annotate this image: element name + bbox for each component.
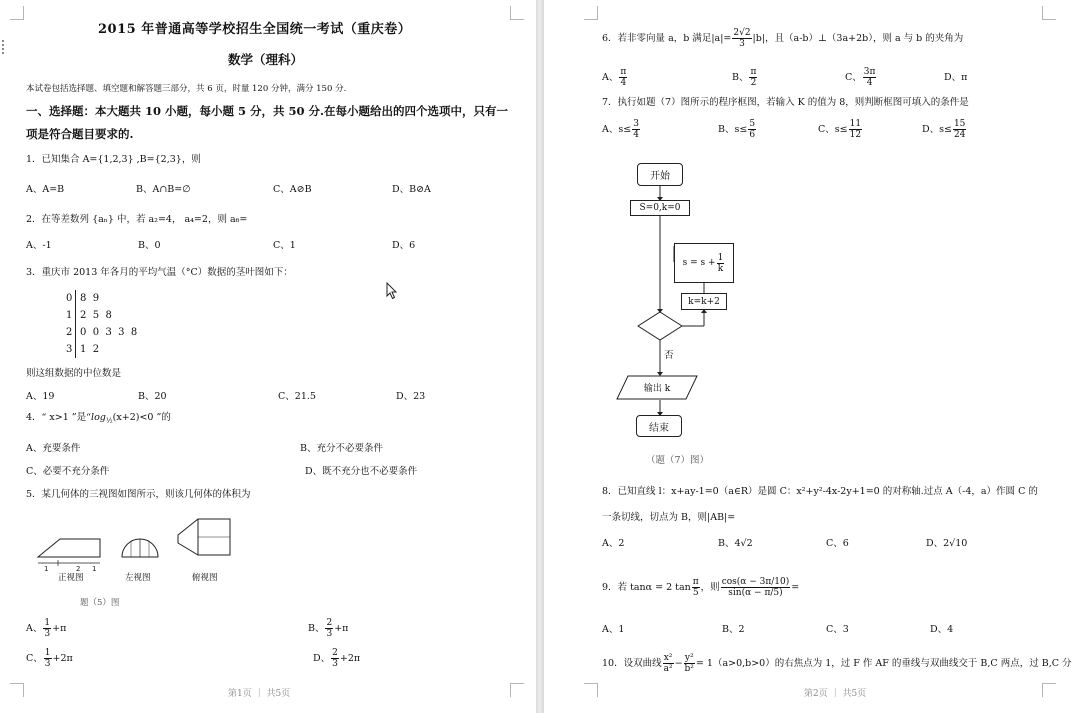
crop-mark xyxy=(510,683,524,697)
minus-sign: − xyxy=(674,658,683,669)
question-2-option-a: A、-1 xyxy=(26,240,52,251)
question-4-option-c: C、必要不充分条件 xyxy=(26,466,110,477)
option-label: C、 xyxy=(845,72,862,83)
fraction xyxy=(953,119,966,140)
question-5-option-d xyxy=(313,646,360,672)
denominator: 4 xyxy=(866,78,873,88)
denominator: 3 xyxy=(332,659,338,669)
stem-value: 3 xyxy=(66,344,73,355)
three-view-diagram xyxy=(30,515,260,575)
fraction xyxy=(732,28,751,49)
question-2-option-b: B、0 xyxy=(138,240,161,251)
denominator: b² xyxy=(684,664,694,674)
fraction xyxy=(632,119,640,140)
stem-value: 0 xyxy=(66,293,73,304)
question-3-stem: 3．重庆市 2013 年各月的平均气温（°C）数据的茎叶图如下： xyxy=(26,267,293,278)
denominator: 12 xyxy=(849,130,862,140)
question-8-line-2: 一条切线，切点为 B，则|AB|= xyxy=(602,512,736,523)
option-label: A、 xyxy=(26,623,43,634)
question-1-option-c: C、A⊘B xyxy=(273,184,312,195)
question-6-stem-post: |b|，且（a-b）⊥（3a+2b），则 a 与 b 的夹角为 xyxy=(752,33,964,44)
option-label: C、s≤ xyxy=(818,124,848,135)
log-symbol: log xyxy=(91,412,106,423)
dimension-label: 1 xyxy=(92,565,97,573)
crop-mark xyxy=(584,683,598,697)
stem-value: 2 xyxy=(66,327,73,338)
question-9-stem-pre: 9．若 tanα = 2 tan xyxy=(602,582,691,593)
fraction xyxy=(663,653,674,674)
exam-intro: 本试卷包括选择题、填空题和解答题三部分，共 6 页，时量 120 分钟，满分 150 分. xyxy=(26,84,347,94)
option-label: D、s≤ xyxy=(922,124,952,135)
question-4-option-d: D、既不充分也不必要条件 xyxy=(305,466,418,477)
flowchart-connectors xyxy=(600,150,760,450)
ruler-marker xyxy=(2,40,5,54)
question-9-option-d: D、4 xyxy=(930,624,954,635)
numerator: 11 xyxy=(849,119,862,129)
question-7-option-b xyxy=(718,116,757,144)
crop-mark xyxy=(1042,6,1056,20)
question-1-stem: 1．已知集合 A={1,2,3} ,B={2,3}，则 xyxy=(26,154,201,165)
ratio-fraction xyxy=(721,577,791,598)
figure-5-caption: 题（5）图 xyxy=(80,598,120,608)
option-tail: +π xyxy=(334,623,349,634)
question-10-pre: 10．设双曲线 xyxy=(602,658,662,669)
flowchart-increment: k=k+2 xyxy=(681,293,727,310)
sum-prefix: s = s + xyxy=(682,258,716,268)
output-label: 输出 k xyxy=(643,384,671,394)
numerator: 2√2 xyxy=(733,28,751,38)
numerator: 2 xyxy=(332,648,338,658)
question-7-stem: 7．执行如题（7）图所示的程序框图，若输入 K 的值为 8，则判断框图可填入的条件是 xyxy=(602,97,969,108)
option-label: B、 xyxy=(308,623,325,634)
fraction xyxy=(43,618,51,639)
numerator: x² xyxy=(663,653,673,663)
fraction xyxy=(331,648,339,669)
question-1-option-a: A、A=B xyxy=(26,184,65,195)
crop-mark xyxy=(10,683,24,697)
denominator: 3 xyxy=(326,629,333,639)
crop-mark xyxy=(1042,683,1056,697)
decision-diamond xyxy=(638,312,682,340)
denominator: 6 xyxy=(749,130,756,140)
option-label: B、s≤ xyxy=(718,124,748,135)
denominator: 2 xyxy=(750,78,757,88)
front-view-label: 正视图 xyxy=(58,573,84,583)
dimension-label: 2 xyxy=(76,565,81,573)
flowchart-output xyxy=(616,375,698,400)
question-7-option-c xyxy=(818,116,863,144)
question-9-stem xyxy=(602,566,799,610)
question-4-stem-post: (x+2)<0 ”的 xyxy=(112,412,171,423)
flowchart-end: 结束 xyxy=(636,415,682,437)
question-6-option-d: D、π xyxy=(944,72,968,83)
denominator: 3 xyxy=(44,629,51,639)
equals-sign: = xyxy=(791,582,800,593)
crop-mark xyxy=(10,6,24,20)
stem-divider xyxy=(75,290,76,358)
option-tail: +2π xyxy=(52,653,73,664)
numerator: π xyxy=(692,577,699,587)
document-page-1 xyxy=(0,0,536,713)
page-gutter xyxy=(536,0,544,713)
denominator: 3 xyxy=(739,39,745,49)
exam-title: 2015 年普通高等学校招生全国统一考试（重庆卷） xyxy=(98,22,412,37)
question-3-follow: 则这组数据的中位数是 xyxy=(26,368,122,379)
question-9-option-c: C、3 xyxy=(826,624,849,635)
question-8-option-a: A、2 xyxy=(602,538,625,549)
question-5-option-a xyxy=(26,616,66,642)
page-footer: 第1页 ｜ 共5页 xyxy=(228,689,291,699)
leaf-values: 0 0 3 3 8 xyxy=(80,327,138,338)
numerator: 3π xyxy=(863,67,876,77)
numerator: 5 xyxy=(749,119,756,129)
fraction xyxy=(717,253,725,274)
question-2-option-c: C、1 xyxy=(273,240,296,251)
numerator: cos(α − 3π/10) xyxy=(721,577,790,587)
question-8-option-d: D、2√10 xyxy=(926,538,968,549)
question-4-stem-pre: 4．“ x>1 ”是“ xyxy=(26,412,92,423)
side-view-label: 左视图 xyxy=(125,573,151,583)
numerator: 3 xyxy=(633,119,639,129)
question-4-option-b: B、充分不必要条件 xyxy=(300,443,383,454)
denominator: 5 xyxy=(692,588,699,598)
question-9-mid: ，则 xyxy=(700,582,720,593)
question-4-option-a: A、充要条件 xyxy=(26,443,81,454)
stem-value: 1 xyxy=(66,310,73,321)
question-9-option-b: B、2 xyxy=(722,624,745,635)
option-label: B、 xyxy=(732,72,749,83)
page-footer: 第2页 ｜ 共5页 xyxy=(804,689,867,699)
question-8-line-1: 8．已知直线 l：x+ay-1=0（a∈R）是圆 C：x²+y²-4x-2y+1=0 的对称轴.过点 A（-4，a）作圆 C 的 xyxy=(602,486,1038,497)
fraction xyxy=(325,618,333,639)
denominator: a² xyxy=(663,664,673,674)
numerator: π xyxy=(750,67,757,77)
flowchart-no-label: 否 xyxy=(664,350,674,361)
denominator: 3 xyxy=(44,659,51,669)
question-10-post: = 1（a>0,b>0）的右焦点为 1，过 F 作 AF 的垂线与双曲线交于 B,C 两点，过 B,C 分 xyxy=(695,658,1072,669)
fraction xyxy=(849,119,862,140)
question-7-option-d xyxy=(922,116,967,144)
front-view-shape xyxy=(38,539,100,557)
question-6-option-b xyxy=(732,64,758,92)
question-6-stem xyxy=(602,24,963,54)
figure-7-caption: （题（7）图） xyxy=(646,455,710,466)
question-2-stem: 2．在等差数列 {aₙ} 中，若 a₂=4， a₄=2，则 a₆= xyxy=(26,214,248,225)
fraction xyxy=(692,577,700,598)
fraction xyxy=(749,67,757,88)
question-6-option-c xyxy=(845,64,877,92)
question-4-stem xyxy=(26,412,171,427)
question-1-option-d: D、B⊘A xyxy=(392,184,431,195)
question-3-option-a: A、19 xyxy=(26,391,55,402)
question-3-option-d: D、23 xyxy=(396,391,426,402)
option-label: A、 xyxy=(602,72,619,83)
question-6-option-a xyxy=(602,64,628,92)
fraction xyxy=(44,648,52,669)
option-label: A、s≤ xyxy=(602,124,632,135)
numerator: 15 xyxy=(953,119,966,129)
fraction xyxy=(748,119,756,140)
exam-subtitle: 数学（理科） xyxy=(228,52,304,67)
section-heading-line1: 一、选择题：本大题共 10 小题，每小题 5 分，共 50 分.在每小题给出的四个选项中，只有一 xyxy=(26,104,509,118)
flowchart-start: 开始 xyxy=(637,163,683,186)
numerator: y² xyxy=(684,653,694,663)
flowchart-sum-step xyxy=(674,243,734,283)
arrow-head xyxy=(657,309,663,313)
dimension-label: 1 xyxy=(44,565,49,573)
denominator: k xyxy=(717,263,724,274)
option-tail: +π xyxy=(52,623,67,634)
crop-mark xyxy=(510,6,524,20)
leaf-values: 8 9 xyxy=(80,293,100,304)
log-base: ½ xyxy=(105,416,113,425)
fraction xyxy=(684,653,695,674)
question-8-option-b: B、4√2 xyxy=(718,538,753,549)
numerator: 2 xyxy=(326,618,333,628)
flowchart-init: S=0,k=0 xyxy=(630,200,690,216)
question-5-option-b xyxy=(308,616,348,642)
question-3-option-c: C、21.5 xyxy=(278,391,316,402)
top-view-label: 俯视图 xyxy=(192,573,218,583)
numerator: 1 xyxy=(717,252,724,263)
mouse-cursor-icon xyxy=(386,282,398,300)
question-1-option-b: B、A∩B=∅ xyxy=(136,184,191,195)
question-6-stem-pre: 6．若非零向量 a，b 满足|a|= xyxy=(602,33,732,44)
question-2-option-d: D、6 xyxy=(392,240,416,251)
fraction xyxy=(619,67,627,88)
question-10-stem xyxy=(602,650,1072,678)
denominator: 4 xyxy=(620,78,627,88)
denominator: 24 xyxy=(953,130,966,140)
fraction xyxy=(863,67,877,88)
question-5-stem: 5．某几何体的三视图如图所示，则该几何体的体积为 xyxy=(26,489,251,500)
leaf-values: 1 2 xyxy=(80,344,100,355)
numerator: π xyxy=(620,67,627,77)
numerator: 1 xyxy=(44,648,51,658)
section-heading-line2: 项是符合题目要求的. xyxy=(26,127,134,141)
question-3-option-b: B、20 xyxy=(138,391,167,402)
crop-mark xyxy=(584,6,598,20)
numerator: 1 xyxy=(44,618,51,628)
question-5-option-c xyxy=(26,646,73,672)
question-7-option-a xyxy=(602,116,641,144)
option-label: C、 xyxy=(26,653,43,664)
question-9-option-a: A、1 xyxy=(602,624,625,635)
option-label: D、 xyxy=(313,653,331,664)
denominator: sin(α − π/5) xyxy=(728,588,783,598)
denominator: 4 xyxy=(633,130,639,140)
question-8-option-c: C、6 xyxy=(826,538,849,549)
option-tail: +2π xyxy=(339,653,361,664)
leaf-values: 2 5 8 xyxy=(80,310,112,321)
